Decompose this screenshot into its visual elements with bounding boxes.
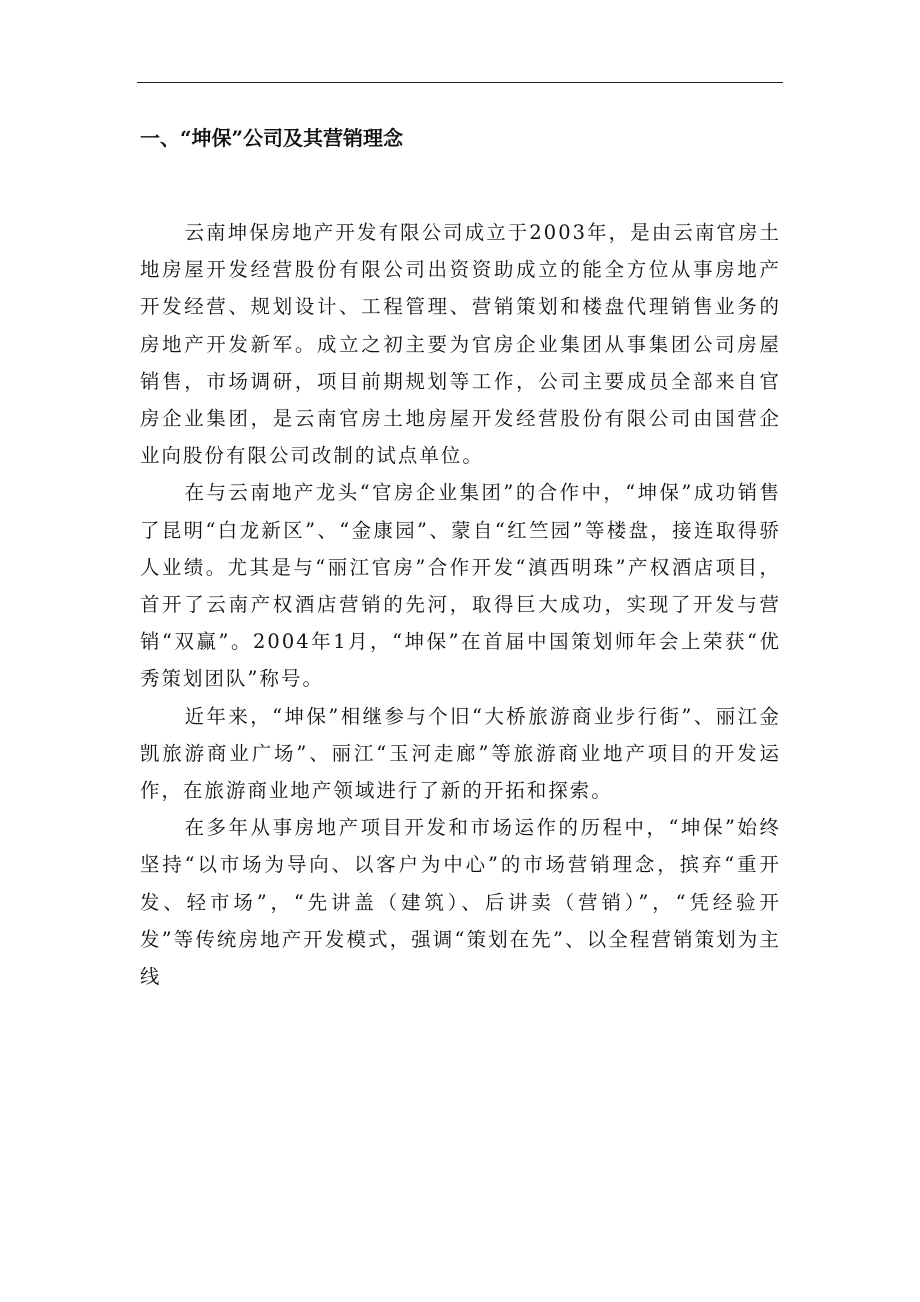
- paragraph-marketing-philosophy: 在多年从事房地产项目开发和市场运作的历程中，“坤保”始终坚持“以市场为导向、以客户为中心”的市场营销理念，摈弃“重开发、轻市场”，“先讲盖（建筑）、后讲卖（营销）”，“凭经验开发”等传统房地产开发模式，强调“策划在先”、以全程营销策划为主线: [140, 816, 781, 989]
- document-body: [140, 214, 781, 995]
- paragraph-partnership: 在与云南地产龙头“官房企业集团”的合作中，“坤保”成功销售了昆明“白龙新区”、“金康园”、蒙自“红竺园”等楼盘，接连取得骄人业绩。尤其是与“丽江官房”合作开发“滇西明珠”产权酒店项目，首开了云南产权酒店营销的先河，取得巨大成功，实现了开发与营销“双赢”。2004年1月，“坤保”在首届中国策划师年会上荣获“优秀策划团队”称号。: [140, 481, 781, 691]
- paragraph-tourism-projects: 近年来，“坤保”相继参与个旧“大桥旅游商业步行街”、丽江金凯旅游商业广场”、丽江“玉河走廊”等旅游商业地产项目的开发运作，在旅游商业地产领域进行了新的开拓和探索。: [140, 704, 781, 803]
- paragraph-company-intro: 云南坤保房地产开发有限公司成立于2003年，是由云南官房土地房屋开发经营股份有限公司出资资助成立的能全方位从事房地产开发经营、规划设计、工程管理、营销策划和楼盘代理销售业务的房地产开发新军。成立之初主要为官房企业集团从事集团公司房屋销售，市场调研，项目前期规划等工作，公司主要成员全部来自官房企业集团，是云南官房土地房屋开发经营股份有限公司由国营企业向股份有限公司改制的试点单位。: [140, 221, 781, 468]
- section-heading: 一、“坤保”公司及其营销理念: [140, 126, 404, 150]
- header-rule: [137, 82, 783, 83]
